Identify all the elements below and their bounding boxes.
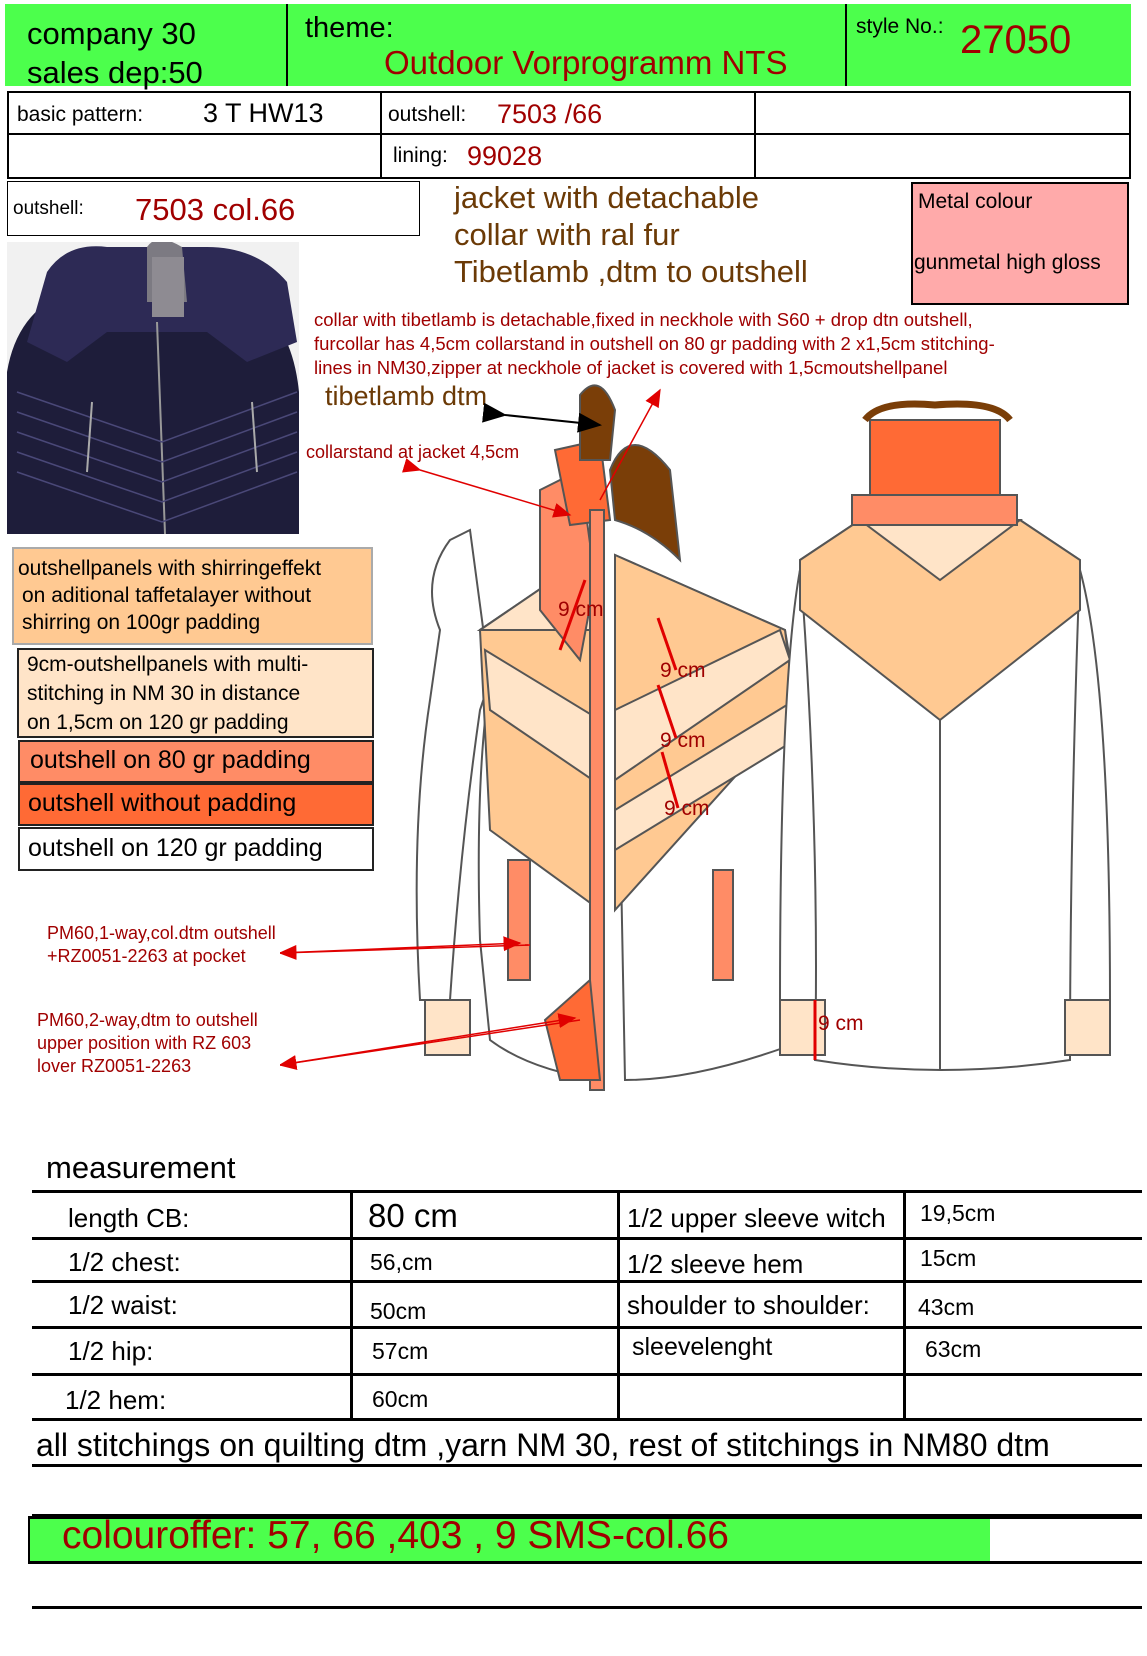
- tibetlamb-note: tibetlamb dtm: [325, 381, 488, 411]
- meas-r1-value: 56,cm: [370, 1249, 433, 1275]
- zip-note-3: lover RZ0051-2263: [37, 1056, 192, 1076]
- meas-r1-value2: 15cm: [920, 1245, 977, 1271]
- spec-grid-vline-1: [380, 91, 382, 179]
- meas-r2-label2: shoulder to shoulder:: [627, 1290, 870, 1320]
- collar-note-2: furcollar has 4,5cm collarstand in outshell on 80 gr padding with 2 x1,5cm stitching-: [314, 333, 995, 354]
- header-divider-1: [286, 4, 288, 86]
- basic-pattern-value: 3 T HW13: [203, 98, 324, 128]
- colouroffer-text: colouroffer: 57, 66 ,403 , 9 SMS-col.66: [62, 1514, 729, 1557]
- meas-r3-value: 57cm: [372, 1338, 429, 1364]
- front-view: [417, 385, 840, 1090]
- meas-r2-value: 50cm: [370, 1298, 427, 1324]
- sales-label: sales dep:50: [27, 55, 203, 90]
- meas-r4-label: 1/2 hem:: [65, 1385, 167, 1415]
- spec-grid-vline-2: [754, 91, 756, 179]
- basic-pattern-label: basic pattern:: [17, 103, 144, 126]
- dim-label-4: 9 cm: [664, 797, 710, 820]
- zip-note-2: upper position with RZ 603: [37, 1033, 252, 1053]
- style-number: 27050: [960, 18, 1072, 62]
- collar-note-1: collar with tibetlamb is detachable,fixed in neckhole with S60 + drop dtn outshell,: [314, 309, 973, 330]
- header-divider-2: [845, 4, 847, 86]
- meas-r1-label2: 1/2 sleeve hem: [627, 1249, 804, 1279]
- meas-r4-value: 60cm: [372, 1386, 429, 1412]
- outshell-color-value: 7503 col.66: [135, 192, 296, 227]
- legend-shirring-line-1: outshellpanels with shirringeffekt: [18, 557, 322, 580]
- meas-line-4: [32, 1373, 1142, 1376]
- description-line-3: Tibetlamb ,dtm to outshell: [454, 254, 808, 289]
- outshell-label: outshell:: [388, 103, 467, 126]
- meas-r2-label: 1/2 waist:: [68, 1290, 178, 1320]
- meas-r0-value2: 19,5cm: [920, 1200, 996, 1226]
- theme-value: Outdoor Vorprogramm NTS: [384, 44, 788, 81]
- description-line-2: collar with ral fur: [454, 217, 680, 252]
- spec-grid-hline: [7, 133, 1131, 135]
- meas-vline-1: [350, 1190, 353, 1418]
- collar-note-3: lines in NM30,zipper at neckhole of jacket is covered with 1,5cmoutshellpanel: [314, 357, 948, 378]
- pocket-note-1: PM60,1-way,col.dtm outshell: [47, 923, 276, 943]
- style-label: style No.:: [856, 15, 944, 38]
- dim-label-2: 9 cm: [660, 659, 706, 682]
- jacket-photo: [7, 242, 299, 534]
- legend-120gr-label: outshell on 120 gr padding: [28, 834, 323, 862]
- meas-line-6: [32, 1464, 1142, 1467]
- metal-colour-label: Metal colour: [918, 190, 1033, 213]
- meas-r3-label2: sleevelenght: [632, 1333, 773, 1361]
- dim-label-1: 9 cm: [558, 598, 604, 621]
- zip-note-1: PM60,2-way,dtm to outshell: [37, 1010, 258, 1030]
- pocket-note-2: +RZ0051-2263 at pocket: [47, 946, 246, 966]
- meas-line-1: [32, 1237, 1142, 1240]
- legend-shirring-line-3: shirring on 100gr padding: [22, 611, 261, 634]
- description-line-1: jacket with detachable: [454, 180, 760, 215]
- lining-label: lining:: [393, 144, 448, 167]
- meas-vline-2: [617, 1190, 620, 1418]
- meas-r0-label2: 1/2 upper sleeve witch: [627, 1203, 886, 1233]
- jacket-technical-drawing: [280, 380, 1147, 1150]
- stitching-note: all stitchings on quilting dtm ,yarn NM 30, rest of stitchings in NM80 dtm: [36, 1427, 1050, 1463]
- outshell-value: 7503 /66: [497, 99, 603, 129]
- meas-line-3: [32, 1326, 1142, 1329]
- meas-line-0: [32, 1190, 1142, 1193]
- collarstand-note: collarstand at jacket 4,5cm: [306, 442, 520, 462]
- footer-line-2: [32, 1606, 1142, 1609]
- legend-multistitch-line-2: stitching in NM 30 in distance: [27, 682, 301, 705]
- company-label: company 30: [27, 16, 196, 51]
- meas-r1-label: 1/2 chest:: [68, 1247, 181, 1277]
- dim-label-5: 9 cm: [818, 1012, 864, 1035]
- dim-label-3: 9 cm: [660, 729, 706, 752]
- legend-shirring-line-2: on aditional taffetalayer without: [22, 584, 312, 607]
- meas-r3-value2: 63cm: [925, 1336, 982, 1362]
- legend-multistitch-line-3: on 1,5cm on 120 gr padding: [27, 711, 289, 734]
- meas-r3-label: 1/2 hip:: [68, 1336, 154, 1366]
- meas-r2-value2: 43cm: [918, 1294, 975, 1320]
- meas-line-5: [32, 1418, 1142, 1421]
- legend-80gr-label: outshell on 80 gr padding: [30, 746, 311, 774]
- lining-value: 99028: [467, 141, 543, 171]
- measurement-title: measurement: [46, 1150, 236, 1185]
- meas-line-2: [32, 1280, 1142, 1283]
- theme-label: theme:: [305, 12, 394, 44]
- legend-multistitch-line-1: 9cm-outshellpanels with multi-: [27, 653, 309, 676]
- outshell-color-label: outshell:: [13, 198, 84, 219]
- back-view: [780, 404, 1110, 1070]
- meas-r0-value: 80 cm: [368, 1197, 458, 1234]
- meas-r0-label: length CB:: [68, 1203, 190, 1233]
- meas-vline-3: [903, 1190, 906, 1418]
- metal-colour-value: gunmetal high gloss: [914, 251, 1101, 274]
- legend-no-padding-label: outshell without padding: [28, 789, 297, 817]
